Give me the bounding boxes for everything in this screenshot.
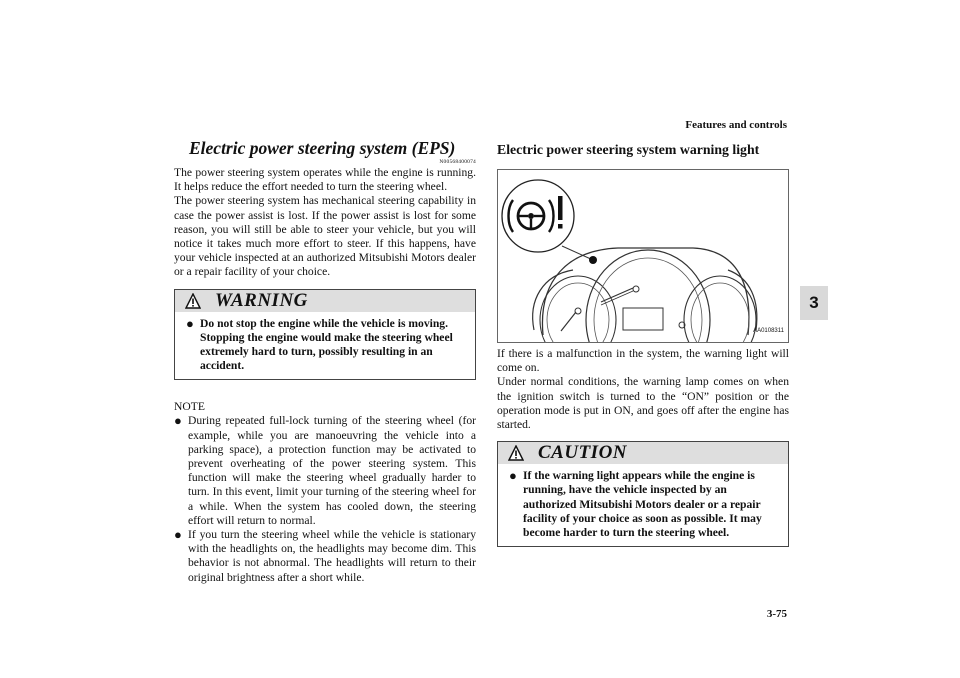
note-text: During repeated full-lock turning of the steering wheel (for example, while you are manoeuvring the vehicle into a parking space), a protection function may be activated to prevent overheating of the power steering system. This function will make the steering wheel gradually harder to turn. In this event, limit your turning of the steering wheel for a while. When the system has cooled down, the steering effort will return to normal. xyxy=(188,414,476,527)
page-number: 3-75 xyxy=(766,608,787,620)
right-column xyxy=(497,138,789,547)
left-column xyxy=(174,138,476,585)
document-number: N00568400074 xyxy=(439,159,476,165)
note-heading: NOTE xyxy=(174,400,205,414)
caution-header xyxy=(498,442,788,464)
caution-label: CAUTION xyxy=(538,442,628,464)
section-title-eps: Electric power steering system (EPS) xyxy=(189,138,456,158)
bullet-icon: ● xyxy=(174,527,182,543)
bullet-icon: ● xyxy=(509,468,517,484)
bullet-icon: ● xyxy=(174,413,182,429)
warning-box xyxy=(174,289,476,381)
note-item xyxy=(174,414,476,528)
caution-box xyxy=(497,441,789,547)
caution-text: If the warning light appears while the engine is running, have the vehicle inspected by an authorized Mitsubishi Motors dealer or a repair facility of your choice as soon as possible. It may become harder to turn the steering wheel. xyxy=(523,469,762,540)
header-section-title: Features and controls xyxy=(685,119,787,131)
section-title-warning-light: Electric power steering system warning light xyxy=(497,142,760,157)
warning-triangle-icon xyxy=(185,293,201,309)
instrument-cluster-figure xyxy=(497,169,789,343)
paragraph: The power steering system operates while the engine is running. It helps reduce the effort needed to turn the steering wheel. xyxy=(174,166,476,194)
chapter-tab: 3 xyxy=(800,286,828,320)
note-item xyxy=(174,528,476,585)
paragraph: Under normal conditions, the warning lamp comes on when the ignition switch is turned to the “ON” position or the operation mode is put in ON, and goes off after the engine has started. xyxy=(497,375,789,432)
warning-body xyxy=(175,312,475,380)
figure-label: AA0108311 xyxy=(753,327,784,334)
caution-body xyxy=(498,464,788,546)
warning-label: WARNING xyxy=(215,289,308,311)
paragraph: If there is a malfunction in the system, the warning light will come on. xyxy=(497,347,789,375)
paragraph: The power steering system has mechanical steering capability in case the power assist is lost. If the power assist is lost for some reason, you will still be able to steer your vehicle, but you will notice it takes much more effort to steer. If this happens, have your vehicle inspected at an authorized Mitsubishi Motors dealer or a repair facility of your choice. xyxy=(174,194,476,279)
bullet-icon: ● xyxy=(186,315,194,331)
warning-triangle-icon xyxy=(508,445,524,461)
note-text: If you turn the steering wheel while the vehicle is stationary with the headlights on, the headlights may become dim. This behavior is not abnormal. The headlights will return to their original brightness after a short while. xyxy=(188,528,476,584)
warning-text: Do not stop the engine while the vehicle is moving. Stopping the engine would make the steering wheel extremely hard to turn, possibly resulting in an accident. xyxy=(200,316,453,373)
instrument-cluster-illustration xyxy=(498,170,788,342)
warning-header xyxy=(175,290,475,312)
